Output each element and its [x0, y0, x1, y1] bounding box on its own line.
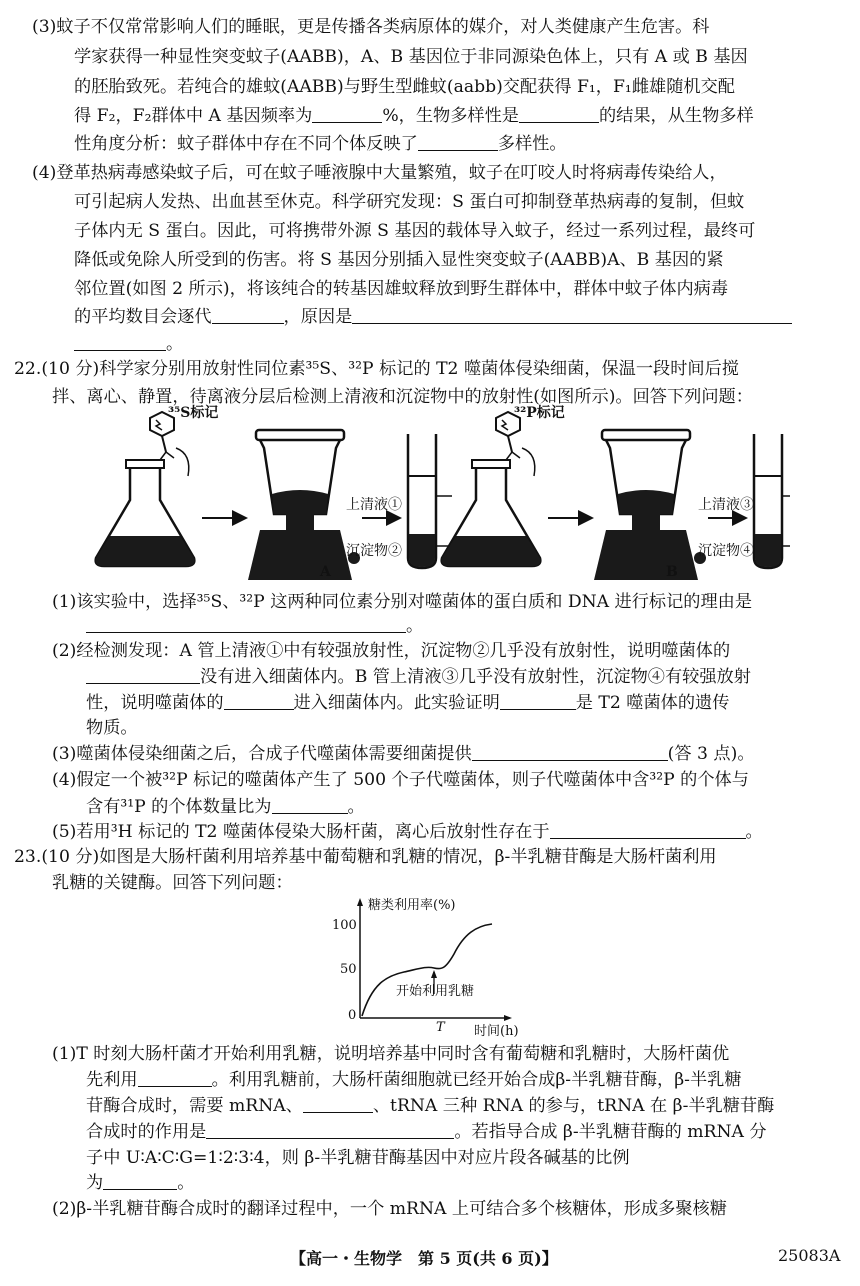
answer-blank[interactable]	[352, 305, 792, 324]
q23-stem-line1: 23.(10 分)如图是大肠杆菌利用培养基中葡萄糖和乳糖的情况，β-半乳糖苷酶是大肠杆菌利用	[14, 847, 717, 867]
text: 没有进入细菌体内。B 管上清液③几乎没有放射性，沉淀物④有较强放射	[200, 667, 751, 687]
answer-blank[interactable]	[472, 742, 668, 761]
q23-p1-line3	[86, 1093, 774, 1119]
q22-p1-line2	[86, 613, 423, 639]
q23-stem-line2: 乳糖的关键酶。回答下列问题：	[52, 873, 293, 893]
text: 性角度分析：蚊子群体中存在不同个体反映了	[74, 134, 418, 154]
caption-b: B	[666, 564, 678, 580]
text: 。	[166, 334, 184, 354]
y-axis-label: 糖类利用率(%)	[368, 898, 456, 913]
q21-p3-line3: 的胚胎致死。若纯合的雄蚊(AABB)与野生型雌蚊(aabb)交配获得 F₁，F₁雌雄随机交配	[74, 77, 735, 97]
sugar-utilization-chart	[330, 896, 550, 1039]
label-32p: ³²P标记	[514, 405, 565, 421]
q21-p3-line1: (3)蚊子不仅常常影响人们的睡眠，更是传播各类病原体的媒介，对人类健康产生危害。科	[32, 17, 710, 37]
answer-blank[interactable]	[138, 1068, 212, 1087]
q21-p4-line6	[74, 304, 792, 330]
q22-p2-line1: (2)经检测发现：A 管上清液①中有较强放射性，沉淀物②几乎没有放射性，说明噬菌体的	[52, 641, 731, 661]
text: 的平均数目会逐代	[74, 307, 212, 327]
q21-p4-line5: 邻位置(如图 2 所示)，将该纯合的转基因雄蚊释放到野生群体中，群体中蚊子体内病毒	[74, 279, 729, 299]
answer-blank[interactable]	[74, 332, 166, 351]
chart-svg	[330, 896, 550, 1036]
text: 先利用	[86, 1070, 138, 1090]
text: (3)噬菌体侵染细菌之后，合成子代噬菌体需要细菌提供	[52, 744, 472, 764]
text: 。利用乳糖前，大肠杆菌细胞就已经开始合成β-半乳糖苷酶，β-半乳糖	[211, 1070, 742, 1090]
text: (答 3 点)。	[667, 744, 755, 764]
text: (5)若用³H 标记的 T2 噬菌体侵染大肠杆菌，离心后放射性存在于	[52, 822, 550, 842]
label-sediment-2: 沉淀物②	[346, 543, 402, 559]
text: 是 T2 噬菌体的遗传	[575, 693, 730, 713]
text: 、tRNA 三种 RNA 的参与，tRNA 在 β-半乳糖苷酶	[372, 1096, 775, 1116]
q22-stem-line2: 拌、离心、静置，待离液分层后检测上清液和沉淀物中的放射性(如图所示)。回答下列问题：	[52, 387, 753, 407]
answer-blank[interactable]	[519, 104, 599, 123]
q21-p3-line5	[74, 131, 567, 157]
text: 的结果，从生物多样	[598, 106, 754, 126]
answer-blank[interactable]	[212, 305, 284, 324]
q22-p2-line3	[86, 690, 729, 716]
q22-p2-line4: 物质。	[86, 718, 138, 738]
connector-line	[522, 448, 535, 476]
q22-p2-line2	[86, 664, 751, 690]
label-supernatant-1: 上清液①	[346, 497, 402, 513]
y-tick-0: 0	[348, 1008, 357, 1023]
q22-p5-line	[52, 819, 763, 845]
phage-experiment-figure	[90, 405, 790, 584]
text: 含有³¹P 的个体数量比为	[86, 797, 272, 817]
q22-p3-line	[52, 741, 755, 767]
answer-blank[interactable]	[303, 1094, 373, 1113]
answer-blank[interactable]	[312, 104, 382, 123]
text: ，原因是	[283, 307, 353, 327]
blender-icon	[594, 430, 706, 580]
text: 进入细菌体内。此实验证明	[293, 693, 500, 713]
experiment-illustration	[90, 408, 790, 584]
q23-p1-line4	[86, 1119, 767, 1145]
text: 多样性。	[497, 134, 567, 154]
page-footer: 【高一・生物学 第 5 页(共 6 页)】	[290, 1249, 558, 1268]
text: 。	[745, 822, 763, 842]
q23-p1-line5: 子中 U∶A∶C∶G=1∶2∶3∶4，则 β-半乳糖苷酶基因中对应片段各碱基的比例	[86, 1148, 630, 1168]
q22-p4-line2	[86, 794, 365, 820]
text: 。	[406, 616, 424, 636]
q21-p3-line2: 学家获得一种显性突变蚊子(AABB)，A、B 基因位于非同源染色体上，只有 A 或 B 基因	[74, 47, 748, 67]
label-sediment-4: 沉淀物④	[698, 543, 754, 559]
test-tube-b	[754, 434, 790, 568]
answer-blank[interactable]	[550, 820, 746, 839]
blender-icon	[248, 430, 360, 580]
annotation-arrowhead	[431, 970, 437, 978]
q21-p3-line4	[74, 103, 754, 129]
q22-p1-line1: (1)该实验中，选择³⁵S、³²P 这两种同位素分别对噬菌体的蛋白质和 DNA 进行标记的理由是	[52, 592, 753, 612]
label-supernatant-3: 上清液③	[698, 497, 754, 513]
y-tick-50: 50	[340, 962, 357, 977]
text: 得 F₂，F₂群体中 A 基因频率为	[74, 106, 313, 126]
answer-blank[interactable]	[206, 1120, 454, 1139]
q22-stem-line1: 22.(10 分)科学家分别用放射性同位素³⁵S、³²P 标记的 T2 噬菌体侵染细菌，保温一段时间后搅	[14, 359, 739, 379]
text: 性，说明噬菌体的	[86, 693, 224, 713]
q21-p4-line7	[74, 331, 183, 357]
annotation-label: 开始利用乳糖	[396, 984, 475, 999]
answer-blank[interactable]	[86, 665, 200, 684]
q21-p4-line1: (4)登革热病毒感染蚊子后，可在蚊子唾液腺中大量繁殖，蚊子在叮咬人时将病毒传染给人，	[32, 163, 727, 183]
paper-code: 25083A	[778, 1246, 841, 1265]
q23-p1-line6	[86, 1170, 194, 1196]
flask-icon	[96, 460, 195, 566]
q22-p4-line1: (4)假定一个被³²P 标记的噬菌体产生了 500 个子代噬菌体，则子代噬菌体中含³²P 的个体与	[52, 770, 749, 790]
label-35s: ³⁵S标记	[168, 405, 219, 421]
text: 苷酶合成时，需要 mRNA、	[86, 1096, 303, 1116]
text: 。	[177, 1173, 195, 1193]
caption-a: A	[320, 564, 331, 580]
q21-p4-line3: 子体内无 S 蛋白。因此，可将携带外源 S 基因的载体导入蚊子，经过一系列过程，最终可	[74, 221, 756, 241]
q23-p1-line2	[86, 1067, 742, 1093]
y-tick-100: 100	[332, 918, 357, 933]
q23-p2-line1: (2)β-半乳糖苷酶合成时的翻译过程中，一个 mRNA 上可结合多个核糖体，形成多聚核糖	[52, 1199, 727, 1219]
text: 为	[86, 1173, 104, 1193]
q21-p4-line4: 降低或免除人所受到的伤害。将 S 基因分别插入显性突变蚊子(AABB)A、B 基因的紧	[74, 250, 724, 270]
answer-blank[interactable]	[500, 691, 576, 710]
answer-blank[interactable]	[86, 614, 406, 633]
connector-line	[176, 448, 189, 476]
answer-blank[interactable]	[418, 132, 498, 151]
test-tube-a	[408, 434, 452, 568]
x-axis-label: 时间(h)	[474, 1024, 519, 1039]
text: 。若指导合成 β-半乳糖苷酶的 mRNA 分	[454, 1122, 767, 1142]
text: %，生物多样性是	[382, 106, 519, 126]
q21-p4-line2: 可引起病人发热、出血甚至休克。科学研究发现：S 蛋白可抑制登革热病毒的复制，但蚊	[74, 192, 745, 212]
text: 。	[347, 797, 365, 817]
q23-p1-line1: (1)T 时刻大肠杆菌才开始利用乳糖，说明培养基中同时含有葡萄糖和乳糖时，大肠杆菌优	[52, 1044, 730, 1064]
text: 合成时的作用是	[86, 1122, 207, 1142]
flask-icon	[442, 460, 541, 566]
answer-blank[interactable]	[224, 691, 294, 710]
answer-blank[interactable]	[103, 1171, 177, 1190]
y-axis-arrow	[357, 898, 363, 906]
series-line	[362, 924, 492, 1016]
x-tick-t: T	[436, 1020, 445, 1035]
answer-blank[interactable]	[272, 795, 348, 814]
